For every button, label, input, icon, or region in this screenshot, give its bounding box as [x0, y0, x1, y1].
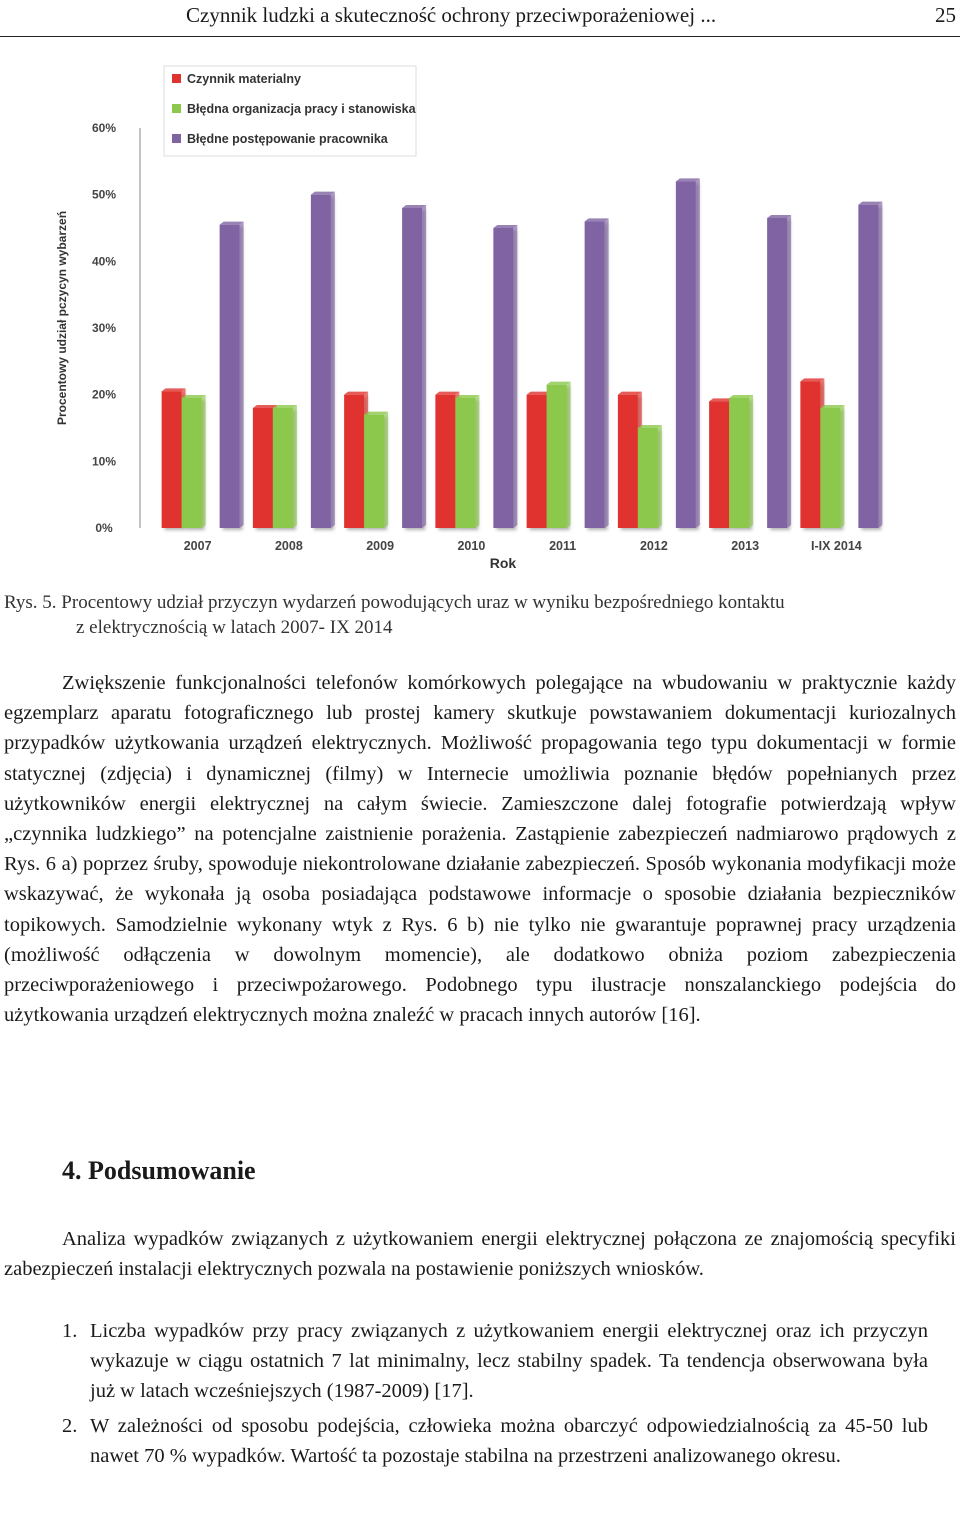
bar [182, 395, 206, 528]
section-heading: 4. Podsumowanie [62, 1156, 256, 1185]
bar-chart-svg [48, 60, 888, 580]
list-item-text: W zależności od sposobu podejścia, człowieka można obarczyć odpowiedzialnością za 45-50 lub nawet 70 % wypadków. Wartość ta pozostaje stabilna na przestrzeni analizowanego okresu. [90, 1414, 928, 1467]
bar [820, 405, 844, 528]
legend-label: Błędne postępowanie pracownika [187, 132, 388, 146]
y-tick-label: 30% [91, 321, 117, 335]
legend-label: Czynnik materialny [187, 72, 301, 86]
legend-swatch [172, 134, 181, 143]
bar [273, 405, 297, 528]
list-item-number: 1. [62, 1320, 78, 1342]
x-tick-label: 2008 [274, 539, 303, 553]
x-tick-label: 2013 [731, 539, 760, 553]
y-tick-label: 50% [91, 187, 117, 202]
list-item [62, 1411, 928, 1471]
x-tick-label: 2011 [549, 539, 577, 553]
bar [311, 192, 335, 528]
bar [729, 395, 753, 528]
bar-chart [48, 60, 888, 580]
x-tick-label: I-IX 2014 [811, 539, 862, 553]
bar [585, 218, 609, 528]
x-tick-label: 2007 [183, 539, 212, 553]
legend-swatch [172, 74, 181, 83]
bar [767, 215, 791, 528]
bar [402, 205, 426, 528]
y-tick-label: 60% [91, 121, 117, 135]
x-tick-label: 2012 [639, 539, 668, 553]
running-header [0, 0, 960, 37]
list-item [62, 1316, 928, 1407]
figure-caption [4, 590, 956, 640]
y-tick-label: 20% [91, 387, 117, 402]
list-item-number: 2. [62, 1414, 78, 1437]
bar [364, 412, 388, 528]
legend-label: Błędna organizacja pracy i stanowiska [187, 102, 416, 116]
x-tick-label: 2009 [366, 539, 395, 553]
x-axis-label: Rok [489, 555, 517, 571]
running-title: Czynnik ludzki a skuteczność ochrony przeciwporażeniowej ... [186, 3, 717, 27]
x-tick-label: 2010 [457, 539, 486, 553]
body-paragraph-2: Analiza wypadków związanych z użytkowaniem energii elektrycznej połączona ze znajomością specyfiki zabezpieczeń instalacji elektrycznych pozwala na postawienie poniższych wniosków. [4, 1228, 956, 1281]
bar [858, 202, 882, 528]
list-item-text: Liczba wypadków przy pracy związanych z użytkowaniem energii elektrycznej oraz ich przyczyn wykazuje w ciągu ostatnich 7 lat minimalny, lecz stabilny spadek. Ta tendencja obserwowana była już w latach wcześniejszych (1987-2009) [17]. [90, 1320, 928, 1403]
bar [676, 178, 700, 528]
caption-line-1: Rys. 5. Procentowy udział przyczyn wydarzeń powodujących uraz w wyniku bezpośredniego kontaktu [4, 592, 785, 613]
bar [220, 222, 244, 528]
y-axis-label: Procentowy udział pczycyn wybarzeń [55, 210, 69, 426]
caption-line-2: z elektrycznością w latach 2007- IX 2014 [76, 617, 393, 638]
conclusions-list [62, 1316, 928, 1471]
y-tick-label: 10% [91, 454, 117, 469]
bar [493, 225, 517, 528]
y-tick-label: 40% [91, 254, 117, 269]
legend-swatch [172, 104, 181, 113]
bar [638, 425, 662, 528]
bar [455, 395, 479, 528]
y-tick-label: 0% [95, 521, 113, 535]
bar [547, 382, 571, 528]
body-paragraph-1: Zwiększenie funkcjonalności telefonów komórkowych polegające na wbudowaniu w praktycznie każdy egzemplarz aparatu fotograficznego lub prostej kamery skutkuje powstawaniem dokumentacji kuriozalnych przypadków użytkowania urządzeń elektrycznych. Możliwość propagowania tego typu dokumentacji w formie statycznej (zdjęcia) i dynamicznej (filmy) w Internecie umożliwia poznanie błędów popełnianych przez użytkowników energii elektrycznej na całym świecie. Zamieszczone dalej fotografie potwierdzają wpływ „czynnika ludzkiego” na potencjalne zaistnienie porażenia. Zastąpienie zabezpieczeń nadmiarowo prądowych z Rys. 6 a) poprzez śruby, spowoduje niekontrolowane działanie zabezpieczeń. Sposób wykonania modyfikacji może wskazywać, że wykonała ją osoba posiadająca podstawowe informacje o sposobie działania bezpieczników topikowych. Samodzielnie wykonany wtyk z Rys. 6 b) nie tylko nie gwarantuje poprawnej pracy urządzenia (możliwość odłączenia w dowolnym momencie), ale dodatkowo obniża poziom zabezpieczenia przeciwporażeniowego i przeciwpożarowego. Podobnego typu ilustracje nonszalanckiego podejścia do użytkowania urządzeń elektrycznych można znaleźć w pracach innych autorów [16]. [4, 672, 956, 1027]
page-number: 25 [935, 3, 956, 27]
